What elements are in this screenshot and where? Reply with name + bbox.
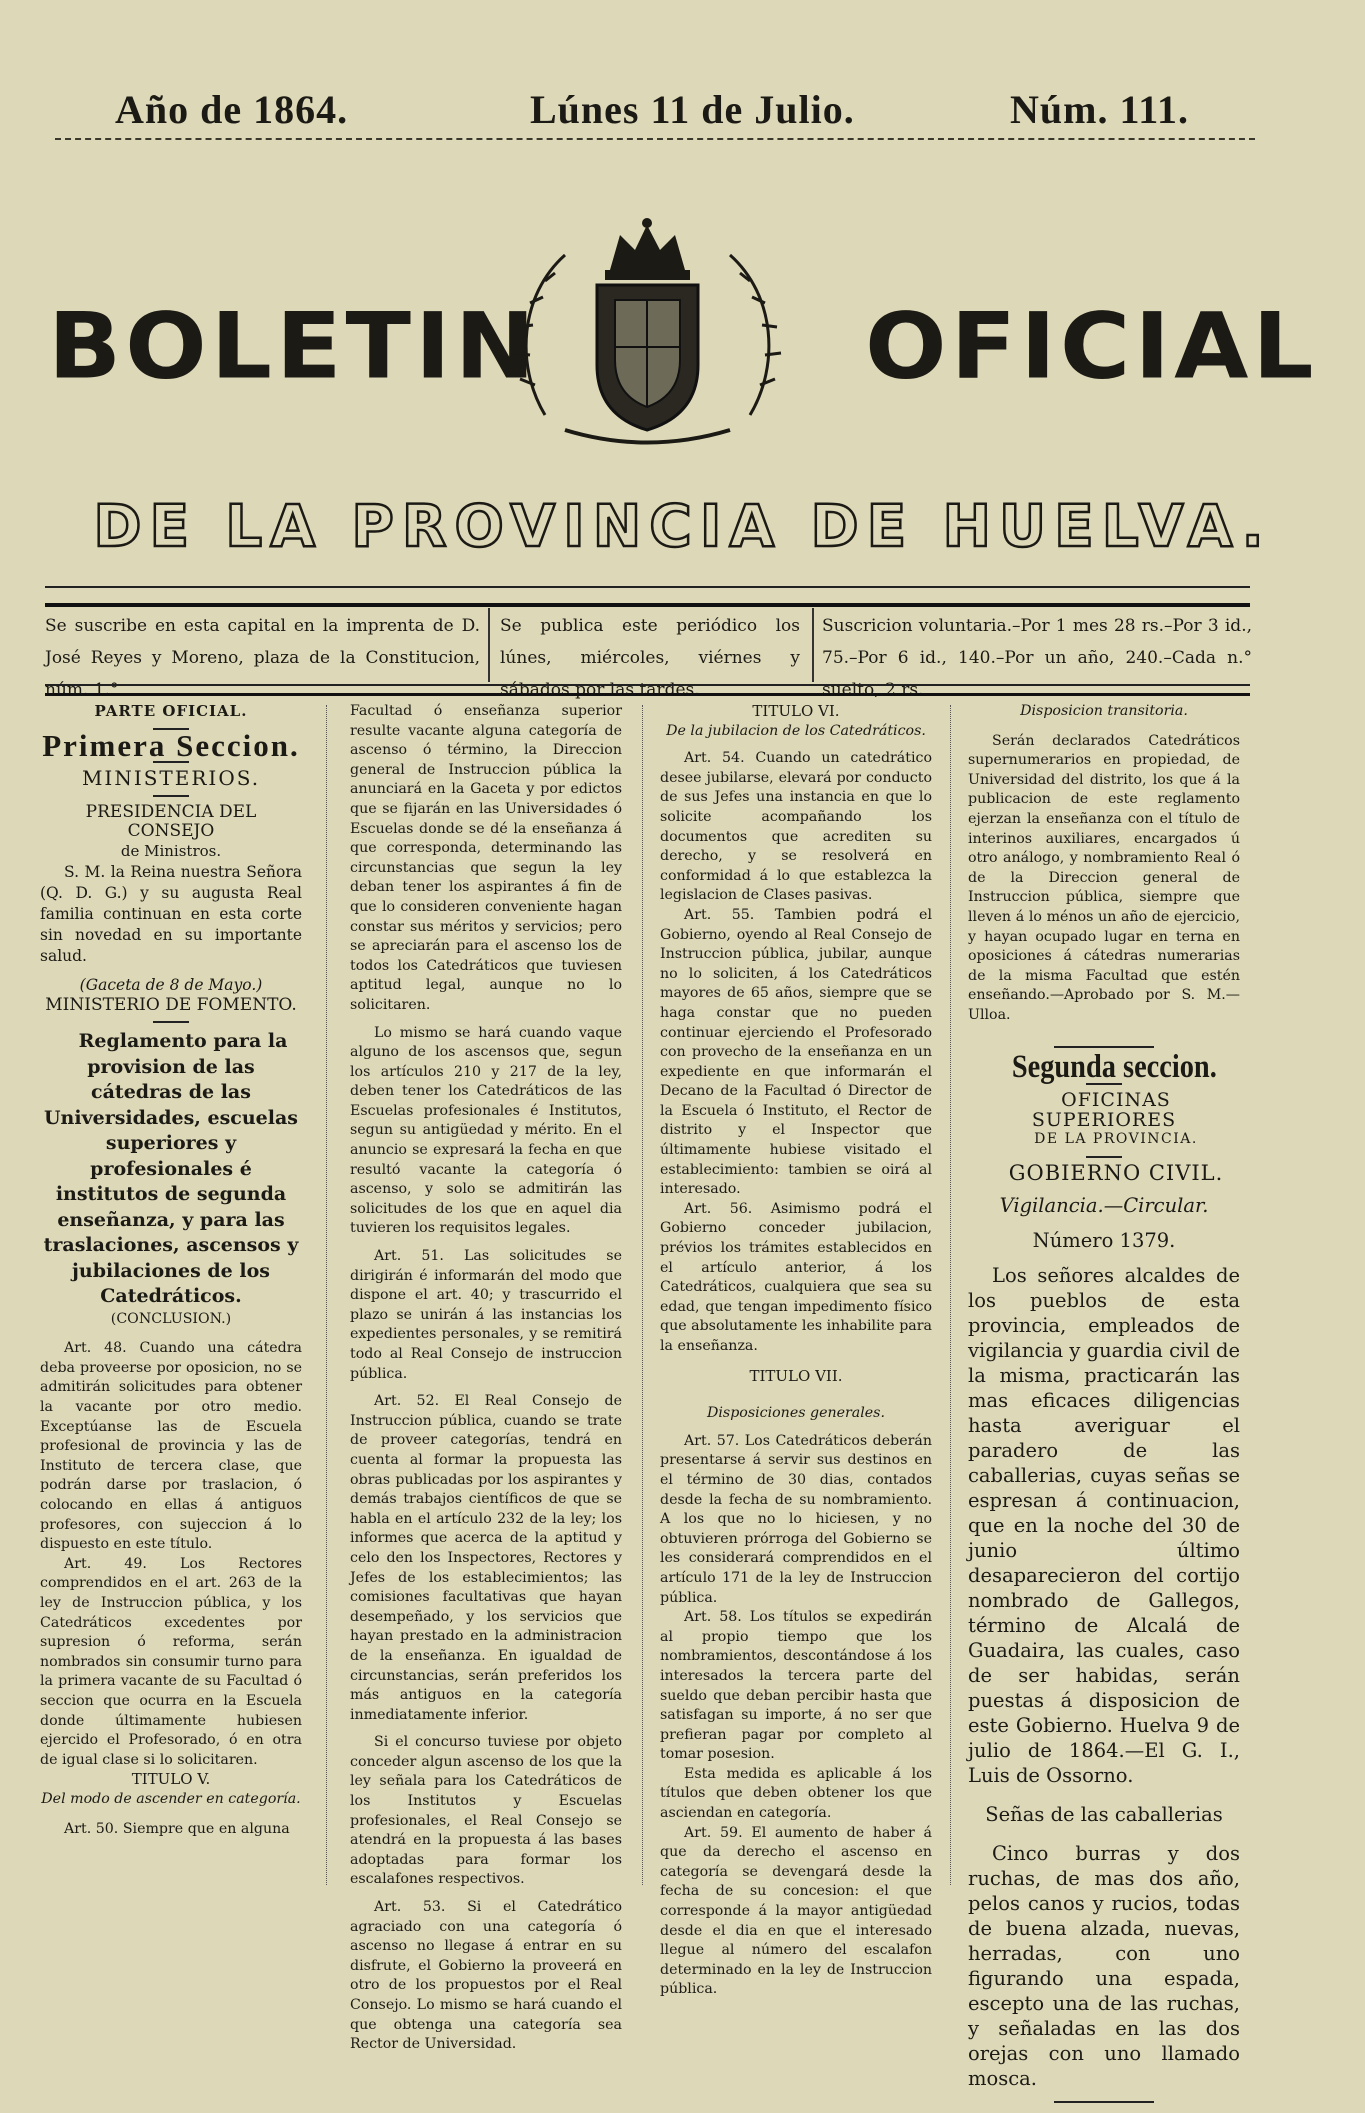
column-2 <box>350 702 622 2055</box>
dateline <box>0 86 1365 136</box>
divider <box>1086 1156 1122 1158</box>
band-separator <box>812 608 814 682</box>
column-separator <box>326 705 327 1885</box>
column-separator <box>642 705 643 1885</box>
royal-coat-of-arms-icon <box>505 215 790 445</box>
label-conclusion: (CONCLUSION.) <box>110 1310 232 1327</box>
article-48: Art. 48. Cuando una cátedra deba proveerse por oposicion, no se admitirán solicitudes para obtener la vacante por otro medio. Exceptúanse las de Escuela profesional de provincia y las de Instituto de tercera clase, que podrán darse por traslacion, ó colocando en ellas á antiguos profesores, con sujeccion á lo dispuesto en este título. <box>40 1340 302 1553</box>
column-3 <box>660 702 932 2000</box>
paragraph-circular: Los señores alcaldes de los pueblos de esta provincia, empleados de vigilancia y guardia civil de la misma, practicarán las mas eficaces diligencias hasta averiguar el paradero de las caballerias, cuyas señas se espresan á continuacion, que en la noche del 30 de junio último desaparecieron del cortijo nombrado de Gallegos, término de Alcalá de Guadaira, las cuales, caso de ser habidas, serán puestas á disposicion de este Gobierno. Huelva 9 de julio de 1864.—El G. I., Luis de Ossorno. <box>968 1264 1240 1788</box>
band-rule-bottom-thick <box>45 693 1250 696</box>
heading-gobierno-civil: GOBIERNO CIVIL. <box>1008 1160 1224 1185</box>
column-1 <box>40 702 302 1839</box>
heading-primera-seccion: Primera Seccion. <box>42 727 300 763</box>
column-separator <box>950 705 951 1885</box>
band-separator <box>488 608 490 682</box>
divider <box>153 795 189 797</box>
title-oficial: OFICIAL <box>865 292 1318 400</box>
subscription-info: Se suscribe en esta capital en la imprenta de D. José Reyes y Moreno, plaza de la Constitucion, núm. 1.° <box>45 616 480 700</box>
source-gaceta: (Gaceta de 8 de Mayo.) <box>79 975 263 994</box>
article-49: Art. 49. Los Rectores comprendidos en el art. 263 de la ley de Instruccion pública, y los Catedráticos excedentes por supresion ó reforma, serán nombrados sin consumir turno para la primera vacante de su Facultad ó seccion que ocurra en la Escuela donde últimamente hubiesen ejercido el Profesorado, ó en otra de igual clase si lo solicitaren. <box>40 1555 302 1768</box>
article-58: Art. 58. Los títulos se expedirán al propio tiempo que los nombramientos, descontándose á los interesados la tercera parte del sueldo que deban percibir hasta que satisfagan su importe, á no ser que prefieran pagar por completo al tomar posesion. <box>660 1609 932 1763</box>
divider <box>153 1021 189 1023</box>
paragraph-disposicion: Serán declarados Catedráticos supernumerarios en propiedad, de Universidad del distrito, los que á la publicacion de este reglamento ejerzan la enseñanza con el título de interinos auxiliares, encargados ú otro análogo, y nombramiento Real ó de la Direccion general de Instruccion pública, siempre que lleven á lo ménos un año de ejercicio, y hayan ocupado lugar en terna en oposiciones á cátedras numerarias de la misma Facultad que estén enseñando.—Aprobado por S. M.—Ulloa. <box>968 732 1240 1023</box>
subtitle-provincia: DE LA PROVINCIA DE HUELVA. <box>93 492 1272 560</box>
subheading-titulo-6: De la jubilacion de los Catedráticos. <box>666 722 926 739</box>
band-rule-bottom <box>45 684 1250 686</box>
heading-ministros: de Ministros. <box>120 841 222 860</box>
heading-ministerios: MINISTERIOS. <box>81 766 261 791</box>
article-56: Art. 56. Asimismo podrá el Gobierno conceder jubilacion, prévios los trámites establecidos en el artículo anterior, á los Catedráticos, cualquiera que sea su edad, que tengan impedimento físico que absolutamente les inhabilite para la enseñanza. <box>660 1200 932 1354</box>
heading-parte-oficial: PARTE OFICIAL. <box>94 702 248 720</box>
paragraph-ascensos: Lo mismo se hará cuando vaque alguno de los ascensos que, segun los artículos 210 y 217 de la ley, deben tener los Catedráticos de las Escuelas profesionales é Institutos, segun su antigüedad y mérito. En el anuncio se expresará la fecha en que resultó vacante la categoría ó ascenso, y solo se admitirán las solicitudes de los que en aquel dia tuvieren los requisitos legales. <box>350 1024 622 1237</box>
price-info: Suscricion voluntaria.–Por 1 mes 28 rs.–Por 3 id., 75.–Por 6 id., 140.–Por un año, 240.–Cada n.° suelto, 2 rs. <box>822 616 1252 700</box>
heading-disposicion: Disposicion transitoria. <box>1020 703 1188 719</box>
label-vigilancia: Vigilancia.—Circular. <box>999 1194 1209 1218</box>
column-4 <box>968 702 1240 2113</box>
paragraph-concurso: Si el concurso tuviese por objeto conceder algun ascenso de los que la ley señala para los Catedráticos de los Institutos y Escuelas profesionales, el Real Consejo se atendrá en la propuesta á las bases adoptadas para formar los escalafones respectivos. <box>350 1734 622 1888</box>
paragraph-medida: Esta medida es aplicable á los títulos que deben obtener los que asciendan en categoría. <box>660 1765 932 1822</box>
heading-fomento: MINISTERIO DE FOMENTO. <box>45 994 297 1015</box>
subheading-titulo-5: Del modo de ascender en categoría. <box>41 1790 301 1807</box>
article-51: Art. 51. Las solicitudes se dirigirán é informarán del modo que dispone el art. 40; y trascurrido el plazo se unirán á las instancias los expedientes personales, y se remitirá todo al Real Consejo de instruccion pública. <box>350 1248 622 1382</box>
divider <box>1054 2101 1154 2103</box>
label-numero: Número 1379. <box>1032 1229 1176 1253</box>
heading-oficinas: OFICINAS SUPERIORES <box>1031 1089 1177 1131</box>
divider <box>1054 1046 1154 1048</box>
schedule-info: Se publica este periódico los lúnes, miércoles, viérnes y sábados por las tardes. <box>500 616 800 700</box>
heading-senas: Señas de las caballerias <box>985 1803 1223 1827</box>
article-59: Art. 59. El aumento de haber á que da derecho el ascenso en categoría se devengará desde la fecha de su concesion: el que corresponde á la mayor antigüedad desde el dia en que el interesado llegue al número del escalafon determinado en la ley de Instruccion pública. <box>660 1824 932 1998</box>
heading-titulo-5: TITULO V. <box>131 1770 211 1789</box>
issue-date: Lúnes 11 de Julio. <box>530 87 855 132</box>
masthead-rule <box>55 138 1255 140</box>
heading-de-la-provincia: DE LA PROVINCIA. <box>1034 1131 1198 1148</box>
paragraph-vacante: Facultad ó enseñanza superior resulte vacante alguna categoría de ascenso ó término, la Direccion general de Instruccion pública la anunciará en la Gaceta y por edictos que se fijarán en las Universidades ó Escuelas donde se dé la enseñanza á que corresponda, determinando las circunstancias que segun la ley deban tener los aspirantes á fin de que lo consideren conveniente hagan constar sus méritos y servicios; pero se apreciarán para el ascenso los de todos los Catedráticos que tuviesen aptitud legal, aunque no lo solicitaren. <box>350 703 622 1013</box>
band-rule-top-thick <box>45 603 1250 607</box>
article-55: Art. 55. Tambien podrá el Gobierno, oyendo al Real Consejo de Instruccion pública, jubilar, aunque no lo soliciten, á los Catedráticos mayores de 65 años, siempre que se haga constar que no pueden continuar ejerciendo el Profesorado con provecho de la enseñanza en un expediente en que informarán el Decano de la Facultad ó Director de la Escuela ó Instituto, el Rector de distrito y el Inspector que últimamente hubiese visitado el establecimiento: tambien se oirá al interesado. <box>660 906 932 1198</box>
article-52: Art. 52. El Real Consejo de Instruccion pública, cuando se trate de proveer categorías, tendrá en cuenta al formar la propuesta las obras publicadas por los aspirantes y demás trabajos científicos de que se habla en el artículo 232 de la ley; los informes que acerca de la aptitud y celo den los Inspectores, Rectores y Jefes de los establecimientos; las comisiones facultativas que hayan desempeñado, y los servicios que hayan prestado en la administracion de la enseñanza. En igualdad de circunstancias, serán preferidos los más antiguos en la categoría inmediatamente inferior. <box>350 1393 622 1723</box>
heading-reglamento: Reglamento para la provision de las cátedras de las Universidades, escuelas superiores y profesionales é institutos de segunda enseñanza, y para las traslaciones, ascensos y jubilaciones de los Catedráticos. <box>43 1030 299 1308</box>
paragraph-senas: Cinco burras y dos ruchas, de mas dos año, pelos canos y rucios, todas de buena alzada, nuevas, herradas, con uno figurando una espada, escepto una de las ruchas, y señaladas en las dos orejas con uno llamado mosca. <box>968 1842 1240 2091</box>
issue-number: Núm. 111. <box>1010 87 1190 132</box>
article-50: Art. 50. Siempre que en alguna <box>64 1820 290 1837</box>
paragraph-reina: S. M. la Reina nuestra Señora (Q. D. G.) y su augusta Real familia continuan en esta corte sin novedad en su importante salud. <box>40 862 302 965</box>
article-57: Art. 57. Los Catedráticos deberán presentarse á servir sus destinos en el término de 30 dias, contados desde la fecha de su nombramiento. A los que no lo hiciesen, y no obtuvieren prórroga del Gobierno se les considerará comprendidos en el artículo 171 de la ley de Instruccion pública. <box>660 1432 932 1606</box>
article-53: Art. 53. Si el Catedrático agraciado con una categoría ó ascenso no llegase á entrar en su disfrute, el Gobierno la proveerá en otro de los propuestos por el Real Consejo. Lo mismo se hará cuando el que obtenga una categoría sea Rector de Universidad. <box>350 1899 622 2053</box>
issue-year: Año de 1864. <box>115 87 349 132</box>
title-boletin: BOLETIN <box>48 292 540 400</box>
article-54: Art. 54. Cuando un catedrático desee jubilarse, elevará por conducto de sus Jefes una instancia en que lo solicite acompañando los documentos que acrediten su derecho, y se resolverá en conformidad á lo que establezca la legislacion de Clases pasivas. <box>660 750 932 904</box>
subheading-titulo-7: Disposiciones generales. <box>707 1405 885 1422</box>
band-rule-top <box>45 586 1250 588</box>
heading-titulo-7: TITULO VII. <box>749 1366 843 1385</box>
heading-presidencia: PRESIDENCIA DEL CONSEJO <box>85 801 257 842</box>
heading-segunda-seccion: Segunda seccion. <box>1011 1048 1217 1085</box>
heading-titulo-6: TITULO VI. <box>752 702 840 720</box>
